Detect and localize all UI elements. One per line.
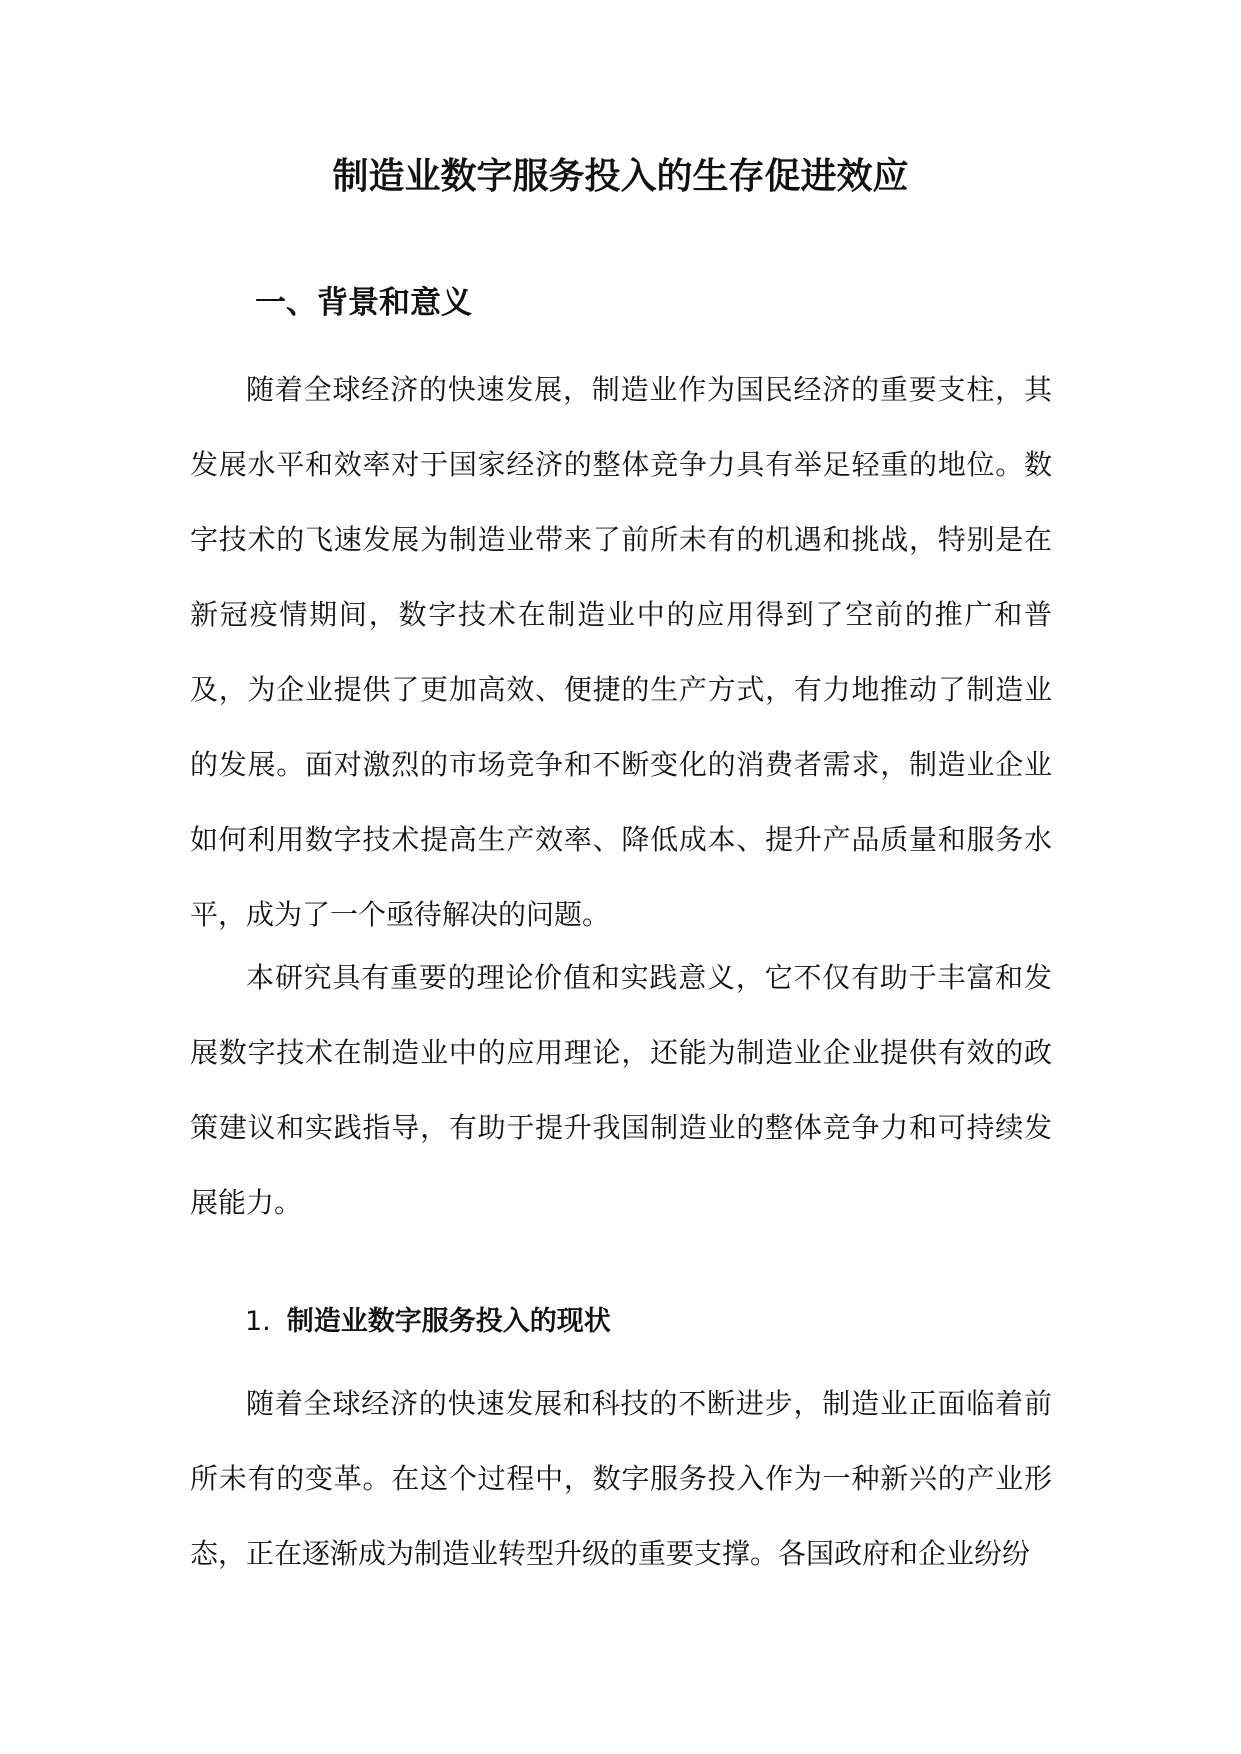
subsection-heading [245, 1302, 611, 1342]
section-heading: 一、背景和意义 [255, 285, 472, 321]
subsection-number: 1. [245, 1306, 271, 1337]
body-paragraph: 随着全球经济的快速发展和科技的不断进步，制造业正面临着前所未有的变革。在这个过程中，数字服务投入作为一种新兴的产业形态，正在逐渐成为制造业转型升级的重要支撑。各国政府和企业纷纷 [190, 1387, 1052, 1570]
body-paragraph: 随着全球经济的快速发展，制造业作为国民经济的重要支柱，其发展水平和效率对于国家经济的整体竞争力具有举足轻重的地位。数字技术的飞速发展为制造业带来了前所未有的机遇和挑战，特别是在新冠疫情期间，数字技术在制造业中的应用得到了空前的推广和普及，为企业提供了更加高效、便捷的生产方式，有力地推动了制造业的发展。面对激烈的市场竞争和不断变化的消费者需求，制造业企业如何利用数字技术提高生产效率、降低成本、提升产品质量和服务水平，成为了一个亟待解决的问题。 [190, 373, 1052, 931]
subsection-title: 制造业数字服务投入的现状 [286, 1306, 611, 1337]
body-paragraph: 本研究具有重要的理论价值和实践意义，它不仅有助于丰富和发展数字技术在制造业中的应用理论，还能为制造业企业提供有效的政策建议和实践指导，有助于提升我国制造业的整体竞争力和可持续发展能力。 [190, 961, 1052, 1219]
document-title: 制造业数字服务投入的生存促进效应 [332, 156, 909, 197]
